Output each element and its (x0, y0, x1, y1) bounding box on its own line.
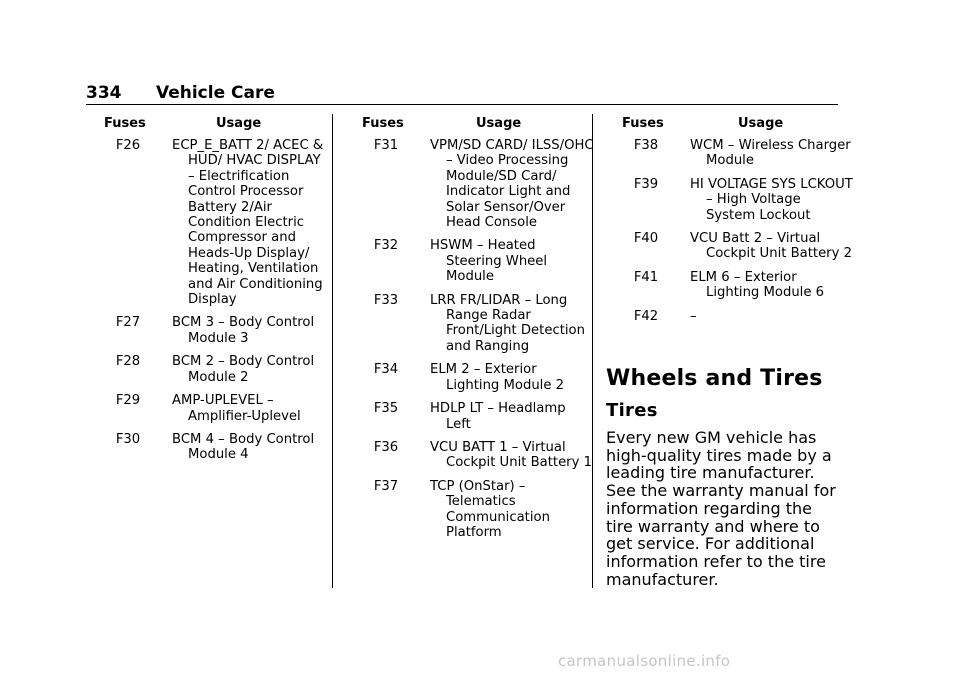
fuse-table-col-2 (356, 116, 594, 548)
fuse-id: F27 (115, 315, 141, 331)
page-number: 334 (86, 83, 122, 103)
fuse-row (356, 238, 582, 284)
fuse-usage: BCM 2 – Body Control Module 2 (172, 354, 315, 385)
fuse-row (98, 138, 324, 308)
fuse-row (98, 354, 320, 385)
fuse-row (616, 176, 853, 223)
fuse-id: F30 (115, 431, 141, 447)
fuse-usage: ECP_E_BATT 2/ ACEC & HUD/ HVAC DISPLAY – Electrification Control Processor Battery 2/Air Condition Electric Compressor and Heads-Up Display/ Heating, Ventilation and Air Conditioning Display (172, 138, 324, 308)
fuse-id: F35 (373, 401, 399, 417)
fuse-row (356, 292, 585, 355)
fuse-id: F36 (373, 439, 399, 455)
usage-header: Usage (476, 116, 522, 131)
fuse-usage: HSWM – Heated Steering Wheel Module (430, 238, 548, 285)
fuse-usage: AMP-UPLEVEL – Amplifier-Uplevel (172, 393, 301, 424)
fuse-id: F39 (633, 176, 659, 192)
fuse-usage: BCM 3 – Body Control Module 3 (172, 315, 315, 346)
watermark: carmanualsonline.info (558, 652, 731, 670)
fuse-row (356, 138, 594, 231)
fuses-header: Fuses (622, 116, 664, 131)
section-title: Vehicle Care (156, 83, 275, 103)
fuse-usage: VCU BATT 1 – Virtual Cockpit Unit Battery 1 (430, 439, 592, 471)
fuse-table-col-3 (616, 116, 853, 332)
usage-header: Usage (216, 116, 262, 131)
fuse-row (98, 393, 320, 424)
fuse-table-col-1 (98, 116, 324, 471)
table-header (98, 116, 320, 138)
fuse-usage: LRR FR/LIDAR – Long Range Radar Front/Light Detection and Ranging (430, 292, 585, 354)
fuse-id: F29 (115, 393, 141, 409)
tires-heading: Tires (606, 400, 658, 421)
fuse-id: F28 (115, 354, 141, 370)
fuse-usage: HDLP LT – Headlamp Left (430, 401, 566, 432)
fuse-usage: WCM – Wireless Charger Module (690, 138, 851, 169)
fuse-id: F31 (373, 138, 399, 153)
fuse-id: F40 (633, 231, 659, 247)
fuse-row (98, 432, 320, 463)
page-header (86, 82, 838, 105)
fuse-row (356, 401, 582, 432)
fuse-usage: BCM 4 – Body Control Module 4 (172, 431, 315, 463)
fuse-id: F33 (373, 292, 399, 308)
fuse-usage: TCP (OnStar) – Telematics Communication Platform (430, 478, 550, 540)
fuse-row (98, 315, 320, 346)
tires-paragraph: Every new GM vehicle has high-quality tires made by a leading tire manufacturer. See the warranty manual for information regarding the tire warranty and where to get service. For additional information refer to the tire manufacturer. (606, 428, 836, 589)
fuse-usage: HI VOLTAGE SYS LCKOUT – High Voltage System Lockout (690, 176, 853, 223)
fuse-row (616, 231, 852, 262)
fuse-row (616, 270, 842, 301)
table-header (356, 116, 582, 138)
fuse-usage: ELM 2 – Exterior Lighting Module 2 (430, 362, 565, 393)
fuse-id: F32 (373, 238, 399, 254)
fuse-row (616, 138, 851, 169)
fuse-usage: ELM 6 – Exterior Lighting Module 6 (690, 269, 825, 301)
usage-header: Usage (738, 116, 784, 131)
column-divider (332, 114, 333, 588)
wheels-and-tires-heading: Wheels and Tires (606, 366, 823, 391)
fuses-header: Fuses (104, 116, 146, 131)
fuse-row (356, 439, 592, 471)
fuse-id: F42 (633, 308, 659, 324)
fuses-header: Fuses (362, 116, 404, 131)
fuse-id: F38 (633, 138, 659, 153)
fuse-usage: – (690, 308, 697, 324)
fuse-row (616, 309, 842, 324)
fuse-row (356, 479, 582, 541)
fuse-id: F37 (373, 478, 399, 494)
fuse-usage: VCU Batt 2 – Virtual Cockpit Unit Battery 2 (690, 231, 852, 262)
table-header (616, 116, 842, 138)
fuse-id: F34 (373, 362, 399, 378)
fuse-row (356, 362, 582, 393)
fuse-id: F26 (115, 138, 141, 153)
fuse-id: F41 (633, 269, 659, 285)
fuse-usage: VPM/SD CARD/ ILSS/OHC – Video Processing Module/SD Card/ Indicator Light and Solar Sensor/Over Head Console (430, 138, 594, 231)
